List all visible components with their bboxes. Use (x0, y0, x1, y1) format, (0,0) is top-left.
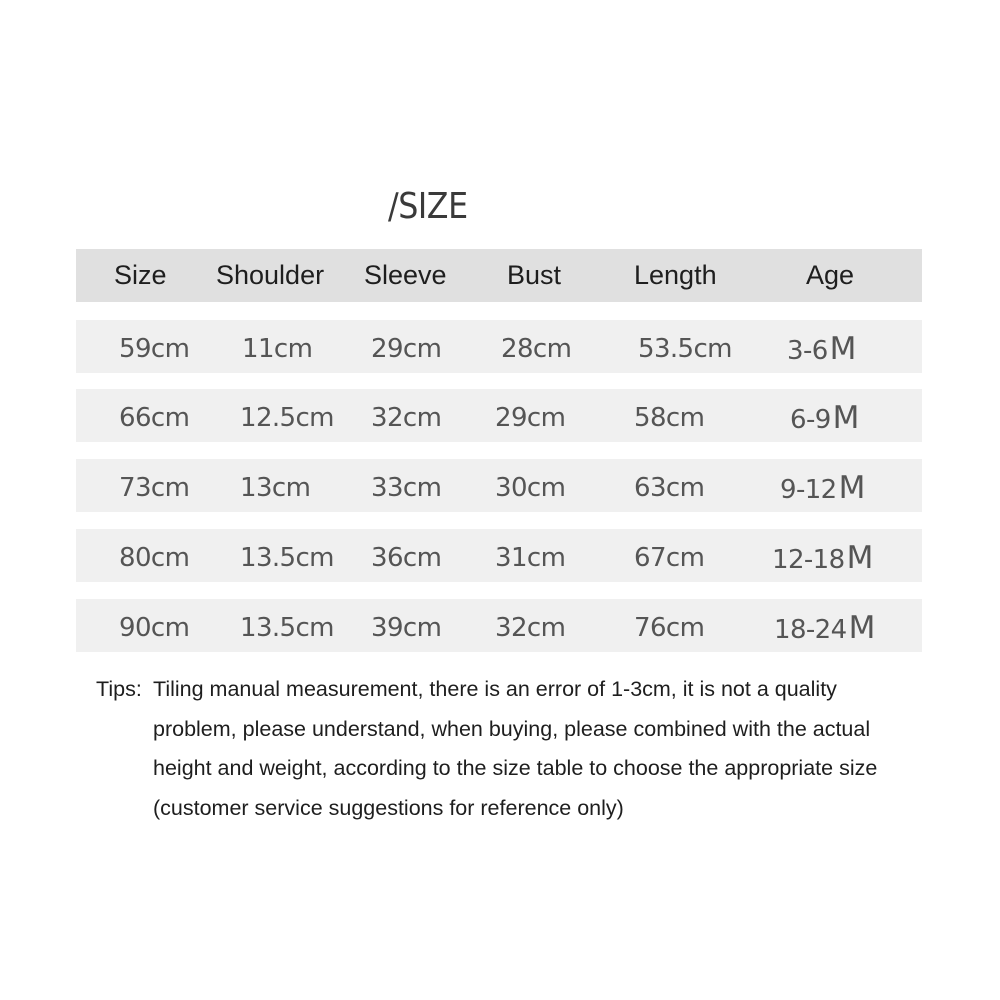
tips-label: Tips: (96, 677, 142, 701)
cell-length: 53.5cm (638, 334, 732, 364)
age-unit: M (848, 610, 876, 646)
table-row (76, 459, 922, 512)
tips-line: height and weight, according to the size table to choose the appropriate size (153, 756, 878, 780)
cell-size: 73cm (119, 473, 190, 503)
age-range: 6-9 (790, 405, 831, 435)
cell-sleeve: 39cm (371, 613, 442, 643)
table-header (76, 249, 922, 302)
page-title: /SIZE (388, 186, 468, 227)
cell-sleeve: 32cm (371, 403, 442, 433)
age-range: 18-24 (774, 615, 847, 645)
cell-length: 58cm (634, 403, 705, 433)
table-row (76, 389, 922, 442)
tips-line: (customer service suggestions for reference only) (153, 795, 624, 820)
header-shoulder: Shoulder (216, 260, 325, 290)
cell-size: 59cm (119, 334, 190, 364)
cell-shoulder: 11cm (242, 334, 313, 364)
cell-shoulder: 13cm (240, 473, 311, 503)
table-row (76, 599, 922, 652)
cell-bust: 31cm (495, 543, 566, 573)
cell-length: 76cm (634, 613, 705, 643)
header-sleeve: Sleeve (364, 260, 447, 290)
cell-size: 90cm (119, 613, 190, 643)
tips-line: Tiling manual measurement, there is an error of 1-3cm, it is not a quality (153, 677, 837, 701)
cell-sleeve: 36cm (371, 543, 442, 573)
header-bust: Bust (507, 260, 562, 290)
cell-bust: 30cm (495, 473, 566, 503)
cell-sleeve: 29cm (371, 334, 442, 364)
header-age: Age (806, 260, 855, 290)
age-range: 12-18 (772, 545, 845, 575)
cell-length: 63cm (634, 473, 705, 503)
cell-sleeve: 33cm (371, 473, 442, 503)
cell-length: 67cm (634, 543, 705, 573)
cell-shoulder: 12.5cm (240, 403, 334, 433)
header-size: Size (114, 260, 167, 290)
cell-age (790, 392, 859, 445)
age-range: 9-12 (780, 475, 837, 505)
age-unit: M (846, 540, 874, 576)
tips-note (96, 670, 956, 828)
age-unit: M (829, 331, 857, 367)
table-row (76, 529, 922, 582)
cell-shoulder: 13.5cm (240, 543, 334, 573)
cell-bust: 32cm (495, 613, 566, 643)
cell-age (787, 323, 856, 376)
cell-shoulder: 13.5cm (240, 613, 334, 643)
table-row (76, 320, 922, 373)
cell-size: 80cm (119, 543, 190, 573)
header-length: Length (634, 260, 717, 290)
tips-line: problem, please understand, when buying, please combined with the actual (153, 716, 871, 741)
age-unit: M (832, 400, 860, 436)
tips-body (153, 670, 956, 828)
cell-size: 66cm (119, 403, 190, 433)
cell-bust: 29cm (495, 403, 566, 433)
age-unit: M (838, 470, 866, 506)
cell-age (772, 532, 873, 585)
cell-bust: 28cm (501, 334, 572, 364)
age-range: 3-6 (787, 336, 828, 366)
cell-age (774, 602, 875, 655)
cell-age (780, 462, 865, 515)
